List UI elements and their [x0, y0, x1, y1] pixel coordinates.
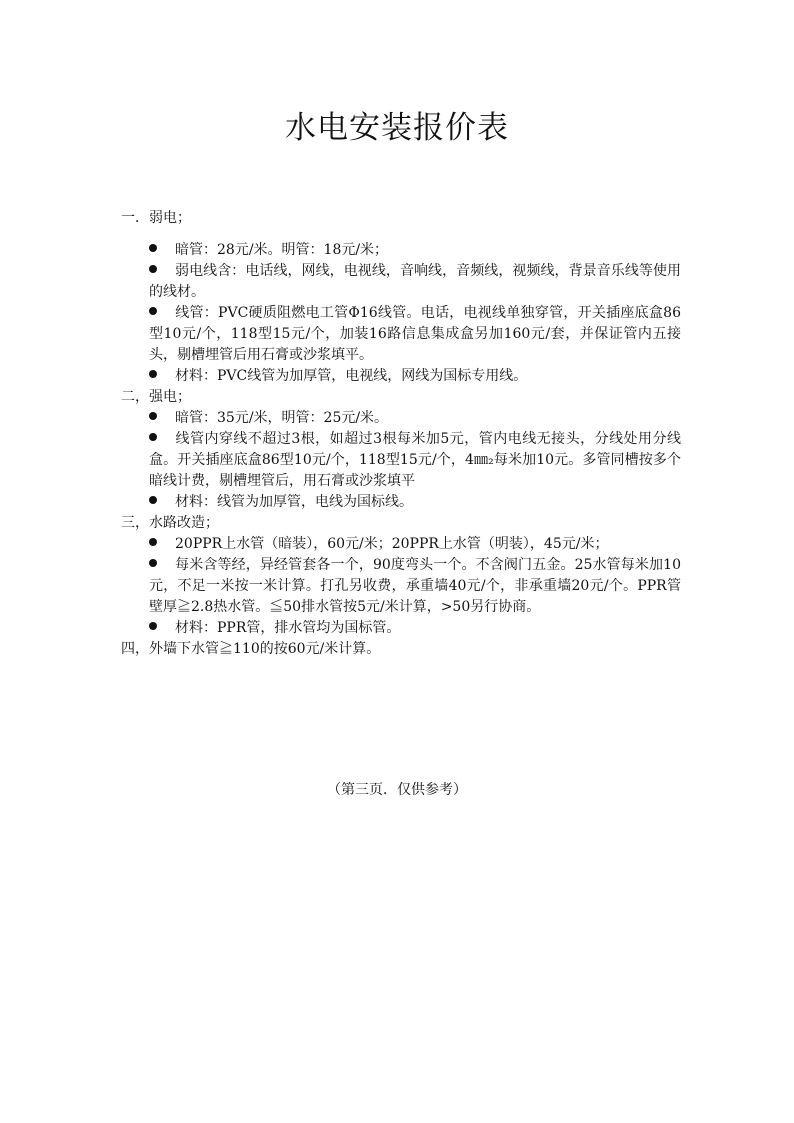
list-item	[149, 408, 681, 429]
bullet-icon	[149, 538, 157, 546]
section-heading-drainpipe: 四，外墙下水管≧110的按60元/米计算。	[121, 641, 381, 657]
footer-note: （第三页．仅供参考）	[327, 782, 467, 798]
list-item-text: 20PPR上水管（暗装），60元/米；20PPR上水管（明装），45元/米；	[175, 536, 609, 552]
list-item-text: 每米含等经，异经管套各一个，90度弯头一个。不含阀门五金。25水管每米加10元，不足一米按一米计算。打孔另收费，承重墙40元/个，非承重墙20元/个。PPR管壁厚≧2.8热水管。≦50排水管按5元/米计算，>50另行协商。	[149, 557, 681, 615]
list-item	[149, 492, 681, 513]
section-heading-water: 三，水路改造；	[121, 515, 219, 531]
page-title: 水电安装报价表	[285, 110, 509, 146]
water-list	[121, 534, 681, 639]
bullet-icon	[149, 370, 157, 378]
strong-current-list	[121, 408, 681, 513]
list-item	[149, 429, 681, 492]
section-heading-weak-current: 一．弱电；	[121, 210, 191, 226]
list-item-text: 暗管：28元/米。明管：18元/米；	[175, 242, 389, 258]
list-item-text: 暗管：35元/米，明管：25元/米。	[175, 410, 389, 426]
list-item-text: 线管：PVC硬质阻燃电工管Φ16线管。电话，电视线单独穿管，开关插座底盒86型10元/个，118型15元/个，加装16路信息集成盒另加160元/套，并保证管内五接头，剔槽埋管后用石膏或沙浆填平。	[149, 305, 681, 363]
bullet-icon	[149, 307, 157, 315]
list-item-text: 弱电线含：电话线，网线，电视线，音响线，音频线，视频线，背景音乐线等使用的线材。	[149, 263, 681, 300]
bullet-icon	[149, 559, 157, 567]
list-item	[149, 303, 681, 366]
section-heading-strong-current: 二，强电；	[121, 389, 191, 405]
list-item-text: 材料：PPR管，排水管均为国标管。	[175, 620, 401, 636]
bullet-icon	[149, 412, 157, 420]
bullet-icon	[149, 265, 157, 273]
list-item	[149, 534, 681, 555]
list-item	[149, 261, 681, 303]
weak-current-list	[121, 240, 681, 387]
bullet-icon	[149, 433, 157, 441]
list-item	[149, 618, 681, 639]
bullet-icon	[149, 622, 157, 630]
bullet-icon	[149, 244, 157, 252]
list-item-text: 线管内穿线不超过3根，如超过3根每米加5元，管内电线无接头，分线处用分线盒。开关插座底盒86型10元/个，118型15元/个，4㎜₂每米加10元。多管同槽按多个暗线计费，剔槽埋管后，用石膏或沙浆填平	[149, 431, 681, 489]
list-item-text: 材料：线管为加厚管，电线为国标线。	[175, 494, 413, 510]
list-item	[149, 240, 681, 261]
bullet-icon	[149, 496, 157, 504]
quote-content	[121, 208, 681, 660]
list-item	[149, 555, 681, 618]
list-item	[149, 366, 681, 387]
list-item-text: 材料：PVC线管为加厚管，电视线，网线为国标专用线。	[175, 368, 528, 384]
